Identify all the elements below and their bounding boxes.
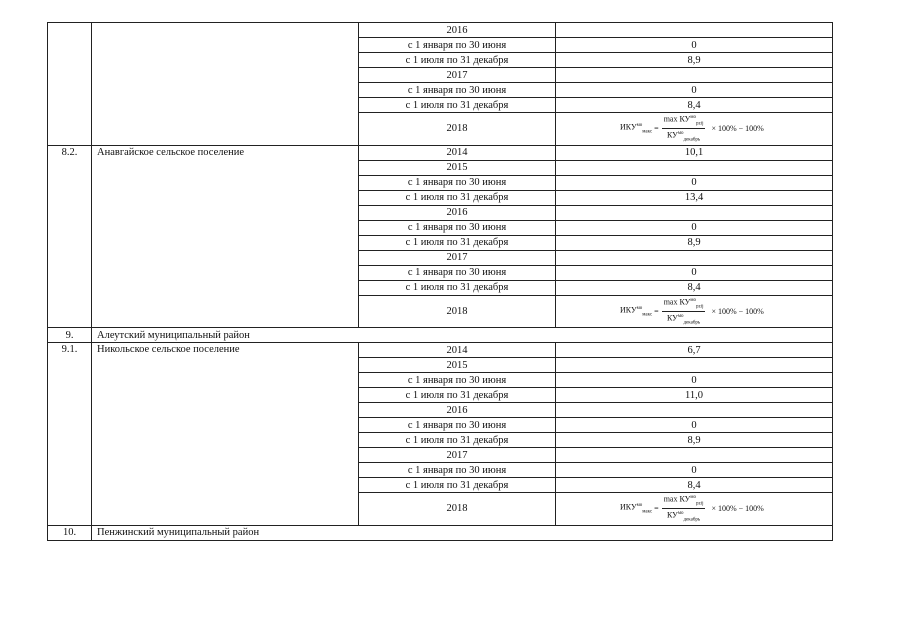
formula [620,493,764,525]
indicator-value: 6,7 [556,343,833,358]
formula [620,296,764,328]
period-label: с 1 января по 30 июня [359,220,556,235]
row-number: 10. [48,525,92,540]
period-label: с 1 июля по 31 декабря [359,190,556,205]
indicator-value: 10,1 [556,145,833,160]
formula-equals: = [654,504,659,514]
indicator-value: 8,9 [556,433,833,448]
formula-numerator: $\max КУ^{мо}_{pzij}$ [662,493,706,509]
formula-rhs: × 100% − 100% [711,124,764,134]
indicator-value: 8,9 [556,235,833,250]
indicator-value: 0 [556,418,833,433]
period-label: с 1 июля по 31 декабря [359,388,556,403]
formula-equals: = [654,124,659,134]
formula-fraction [662,296,706,328]
period-label: 2016 [359,23,556,38]
row-number: 9. [48,328,92,343]
formula-fraction [662,493,706,525]
indicator-value [556,68,833,83]
table-row [48,343,833,358]
section-name: Алеутский муниципальный район [92,328,833,343]
formula-equals: = [654,306,659,316]
formula-numerator: $\max КУ^{мо}_{pzij}$ [662,296,706,312]
period-label: 2014 [359,145,556,160]
period-label: с 1 июля по 31 декабря [359,280,556,295]
period-label: 2018 [359,493,556,526]
indicator-value: 0 [556,83,833,98]
document-page [47,22,832,541]
row-number [48,23,92,146]
indicator-value: 0 [556,265,833,280]
indicator-value: 8,9 [556,53,833,68]
row-number: 9.1. [48,343,92,526]
table-row [48,23,833,38]
period-label: с 1 января по 30 июня [359,175,556,190]
period-label: 2018 [359,295,556,328]
indicator-value: 13,4 [556,190,833,205]
formula-fraction [662,113,706,145]
indicator-table [47,22,833,541]
period-label: с 1 июля по 31 декабря [359,433,556,448]
period-label: 2014 [359,343,556,358]
period-label: с 1 января по 30 июня [359,418,556,433]
period-label: с 1 января по 30 июня [359,38,556,53]
formula-numerator: $\max КУ^{мо}_{pzij}$ [662,113,706,129]
formula-lhs: $ИКУ^{мо}_{макс}$ [620,305,653,317]
indicator-value: 8,4 [556,280,833,295]
formula [620,113,764,145]
indicator-value [556,448,833,463]
period-label: с 1 января по 30 июня [359,265,556,280]
period-label: 2017 [359,68,556,83]
indicator-value: 11,0 [556,388,833,403]
period-label: с 1 января по 30 июня [359,83,556,98]
period-label: с 1 июля по 31 декабря [359,478,556,493]
indicator-value: 8,4 [556,478,833,493]
period-label: с 1 июля по 31 декабря [359,53,556,68]
table-row [48,525,833,540]
period-label: с 1 января по 30 июня [359,463,556,478]
period-label: с 1 января по 30 июня [359,373,556,388]
indicator-value [556,23,833,38]
period-label: 2017 [359,448,556,463]
period-label: 2018 [359,113,556,146]
formula-cell [556,493,833,526]
formula-rhs: × 100% − 100% [711,306,764,316]
table-body [48,23,833,541]
formula-rhs: × 100% − 100% [711,504,764,514]
formula-cell [556,295,833,328]
indicator-value [556,205,833,220]
formula-cell [556,113,833,146]
indicator-value: 0 [556,463,833,478]
indicator-value: 0 [556,220,833,235]
indicator-value: 0 [556,373,833,388]
period-label: 2016 [359,403,556,418]
section-name: Пенжинский муниципальный район [92,525,833,540]
table-row [48,145,833,160]
entity-name: Анавгайское сельское поселение [92,145,359,328]
entity-name [92,23,359,146]
indicator-value: 0 [556,38,833,53]
indicator-value: 8,4 [556,98,833,113]
table-row [48,328,833,343]
indicator-value [556,160,833,175]
period-label: с 1 июля по 31 декабря [359,235,556,250]
row-number: 8.2. [48,145,92,328]
formula-denominator: $КУ^{мо}_{декабрь}$ [666,313,701,325]
period-label: 2015 [359,160,556,175]
indicator-value [556,358,833,373]
formula-denominator: $КУ^{мо}_{декабрь}$ [666,130,701,143]
period-label: 2015 [359,358,556,373]
period-label: с 1 июля по 31 декабря [359,98,556,113]
indicator-value [556,250,833,265]
formula-denominator: $КУ^{мо}_{декабрь}$ [666,510,701,523]
indicator-value [556,403,833,418]
period-label: 2017 [359,250,556,265]
entity-name: Никольское сельское поселение [92,343,359,526]
period-label: 2016 [359,205,556,220]
formula-lhs: $ИКУ^{мо}_{макс}$ [620,502,653,515]
formula-lhs: $ИКУ^{мо}_{макс}$ [620,122,653,135]
indicator-value: 0 [556,175,833,190]
